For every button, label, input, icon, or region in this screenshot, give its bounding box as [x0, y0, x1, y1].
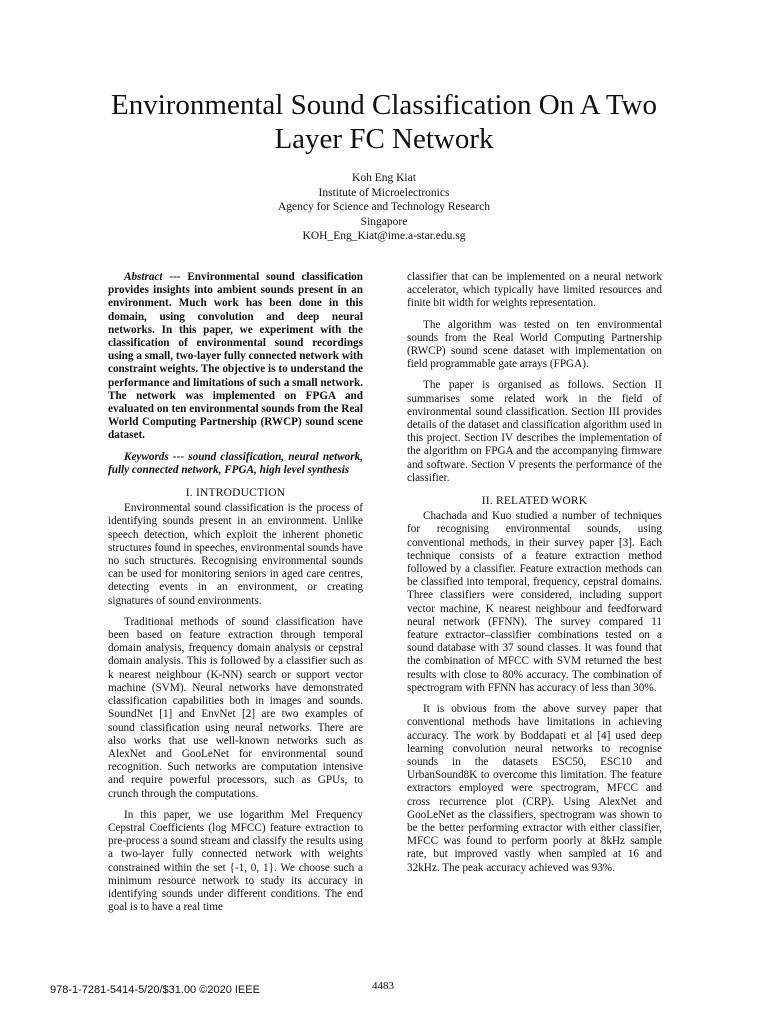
section-heading-related-work: II. RELATED WORK	[481, 495, 588, 508]
right-column	[407, 271, 662, 883]
intro-paragraph: In this paper, we use logarithm Mel Frequency Cepstral Coefficients (log MFCC) feature extraction to pre-process a sound stream and classify the results using a two-layer fully connected network with weights constrained within the set {-1, 0, 1}. We choose such a minimum resource network to study its accuracy in identifying sounds under different conditions. The end goal is to have a real time	[108, 808, 363, 914]
page-number: 4483	[372, 980, 394, 992]
intro-continued-paragraph: classifier that can be implemented on a neural network accelerator, which typically have limited resources and finite bit width for weights representation.	[407, 271, 662, 310]
title-line-1: Environmental Sound Classification On A Two	[111, 89, 657, 121]
intro-paragraph: Traditional methods of sound classification have been based on feature extraction through temporal domain analysis, frequency domain analysis or cepstral domain analysis. This is followed by a classifier such as k nearest neighbour (K-NN) search or support vector machine (SVM). Neural networks have demonstrated classification capabilities both in images and sounds. SoundNet [1] and EnvNet [2] are two examples of sound classification using neural networks. There are also works that use well-known networks such as AlexNet and GooLeNet for environmental sound recognition. Such networks are computation intensive and require powerful processors, such as GPUs, to crunch through the computations.	[108, 615, 363, 800]
abstract-label: Abstract	[124, 271, 163, 283]
keywords: Keywords --- sound classification, neural network, fully connected network, FPGA, high level synthesis	[108, 450, 363, 476]
abstract	[108, 271, 363, 443]
paper-title	[60, 88, 708, 156]
title-line-2: Layer FC Network	[274, 123, 494, 155]
section-heading-introduction: I. INTRODUCTION	[185, 487, 286, 500]
related-work-paragraph: Chachada and Kuo studied a number of techniques for recognising environmental sounds, using conventional methods, in their survey paper [3]. Each technique consists of a feature extraction method followed by a classifier. Feature extraction methods can be classified into temporal, frequency, cepstral domains. Three classifiers were considered, including support vector machine, K nearest neighbour and feedforward neural network (FFNN). The survey compared 11 feature extractor–classifier combinations tested on a sound database with 37 sound classes. It was found that the combination of MFCC with SVM returned the best results with close to 80% accuracy. The combination of spectrogram with FFNN has accuracy of less than 30%.	[407, 510, 662, 694]
abstract-text: --- Environmental sound classification provides insights into ambient sounds present in an environment. Much work has been done in this domain, using convolution and deep neural networks. In this paper, we experiment with the classification of environmental sound recordings using a small, two-layer fully connected network with constraint weights. The objective is to understand the performance and limitations of such a small network. The network was implemented on FPGA and evaluated on ten environmental sounds from the Real World Computing Partnership (RWCP) sound scene dataset.	[108, 271, 363, 442]
intro-paragraph: Environmental sound classification is the process of identifying sounds present in an environment. Unlike speech detection, which exploit the inherent phonetic structures found in speeches, environmental sounds have no such structures. Recognising environmental sounds can be used for monitoring seniors in aged care centres, detecting events in an environment, or creating signatures of sound environments.	[108, 502, 363, 607]
author-agency: Agency for Science and Technology Research	[278, 201, 490, 213]
author-block	[184, 171, 584, 244]
author-country: Singapore	[360, 215, 408, 228]
related-work-paragraph: It is obvious from the above survey paper that conventional methods have limitations in achieving accuracy. The work by Boddapati et al [4] used deep learning convolution neural networks to recognise sounds in the datasets ESC50, ESC10 and UrbanSound8K to overcome this limitation. The feature extractors employed were spectrogram, MFCC and cross recurrence plot (CRP). Using AlexNet and GooLeNet as the classifiers, spectrogram was shown to be the better performing extractor with either classifier, MFCC was found to perform poorly at 8kHz sample rate, but improved vastly when sampled at 16 and 32kHz. The peak accuracy achieved was 93%.	[407, 703, 662, 874]
intro-paragraph: The paper is organised as follows. Section II summarises some related work in the field of environmental sound classification. Section III provides details of the dataset and classification algorithm used in this project. Section IV describes the implementation of the algorithm on FPGA and the accompanying firmware and software. Section V presents the performance of the classifier.	[407, 379, 662, 484]
footer-isbn: 978-1-7281-5414-5/20/$31.00 ©2020 IEEE	[50, 984, 260, 996]
intro-paragraph: The algorithm was tested on ten environmental sounds from the Real World Computing Partnership (RWCP) sound scene dataset with implementation on field programmable gate arrays (FPGA).	[407, 318, 662, 371]
author-institute: Institute of Microelectronics	[318, 186, 450, 199]
left-column	[108, 271, 363, 922]
author-email[interactable]: KOH_Eng_Kiat@ime.a-star.edu.sg	[302, 230, 466, 242]
author-name: Koh Eng Kiat	[352, 172, 416, 184]
